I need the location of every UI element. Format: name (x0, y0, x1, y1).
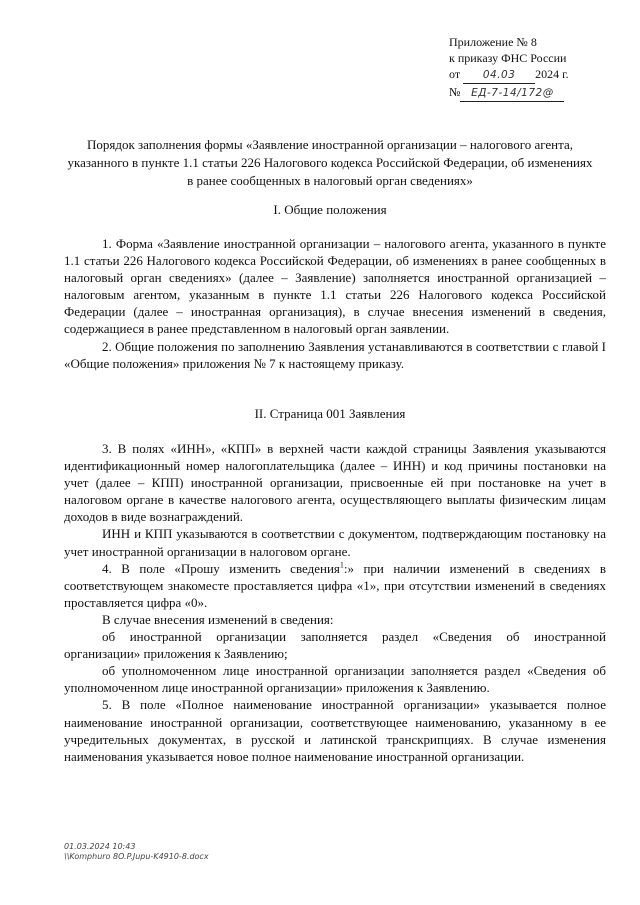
p4-end: :» при наличии изменений в сведениях в соответствующем знакоместе проставляется цифра «1», при отсутствии изменений в сведениях проставляется цифра «0». (64, 560, 606, 610)
number-handwritten (460, 84, 564, 102)
date-handwritten (463, 66, 535, 84)
section1-body (64, 235, 606, 372)
paragraph-3b: ИНН и КПП указываются в соответствии с документом, подтверждающим постановку на учет иностранной организации в налоговом органе. (64, 526, 606, 559)
section2-heading: II. Страница 001 Заявления (254, 406, 406, 421)
appendix-date (449, 66, 569, 84)
paragraph-1: 1. Форма «Заявление иностранной организации – налогового агента, указанного в пункте 1.1 статьи 226 Налогового кодекса Российской Федерации, об изменениях в ранее сообщенных в налоговый орган сведениях» (далее – Заявление) заполняется иностранной организацией – налоговым агентом, указанным в пункте 1.1 статьи 226 Налогового кодекса Российской Федерации (далее – иностранная организация), в случае внесения изменений в сведения, содержащиеся в ранее представленном в налоговый орган заявлении. (64, 236, 606, 337)
paragraph-4c: об иностранной организации заполняется раздел «Сведения об иностранной организации» приложения к Заявлению; (64, 629, 606, 662)
appendix-line1: Приложение № 8 (449, 35, 537, 49)
paragraph-4d: об уполномоченном лице иностранной организации заполняется раздел «Сведения об уполномоченном лице иностранной организации» приложения к Заявлению. (64, 663, 606, 696)
paragraph-4b: В случае внесения изменений в сведения: (102, 611, 334, 627)
footer-timestamp: 01.03.2024 10:43 (64, 842, 136, 851)
section1-heading: I. Общие положения (273, 202, 387, 217)
document-title: Порядок заполнения формы «Заявление иностранной организации – налогового агента, указанного в пункте 1.1 статьи 226 Налогового кодекса Российской Федерации, об изменениях в ранее сообщенных в налоговый орган сведениях» (67, 137, 593, 188)
appendix-line2: к приказу ФНС России (449, 51, 567, 65)
date-suffix: 2024 г. (535, 67, 569, 81)
section2-body (64, 440, 606, 765)
paragraph-2: 2. Общие положения по заполнению Заявления устанавливаются в соответствии с главой I «Общие положения» приложения № 7 к настоящему приказу. (64, 338, 606, 371)
file-footer (64, 842, 209, 862)
appendix-block (449, 34, 569, 102)
p4-start: 4. В поле «Прошу изменить сведения (102, 560, 340, 576)
appendix-number (449, 84, 569, 102)
footnote-ref: 1 (339, 560, 344, 570)
number-handwritten-text: ЕД-7-14/172@ (471, 87, 554, 99)
date-handwritten-text: 04.03 (482, 69, 516, 81)
footer-filepath: \\Komphuro 8O.P.Jupu-K4910-8.docx (64, 852, 209, 861)
date-prefix: от (449, 67, 461, 81)
paragraph-4 (64, 560, 606, 611)
paragraph-5: 5. В поле «Полное наименование иностранной организации» указывается полное наименование иностранной организации, соответствующее наименованию, указанному в ее учредительных документах, в русской и латинской транскрипциях. В случае изменения наименования указывается новое полное наименование иностранной организации. (64, 697, 606, 764)
paragraph-3: 3. В полях «ИНН», «КПП» в верхней части каждой страницы Заявления указываются идентификационный номер налогоплательщика (далее – ИНН) и код причины постановки на учет (далее – КПП) иностранной организации, присвоенные ей при постановке на учет в налоговом органе в качестве налогового агента, осуществляющего выплаты физическим лицам доходов в виде вознаграждений. (64, 441, 606, 525)
number-prefix: № (449, 85, 461, 99)
